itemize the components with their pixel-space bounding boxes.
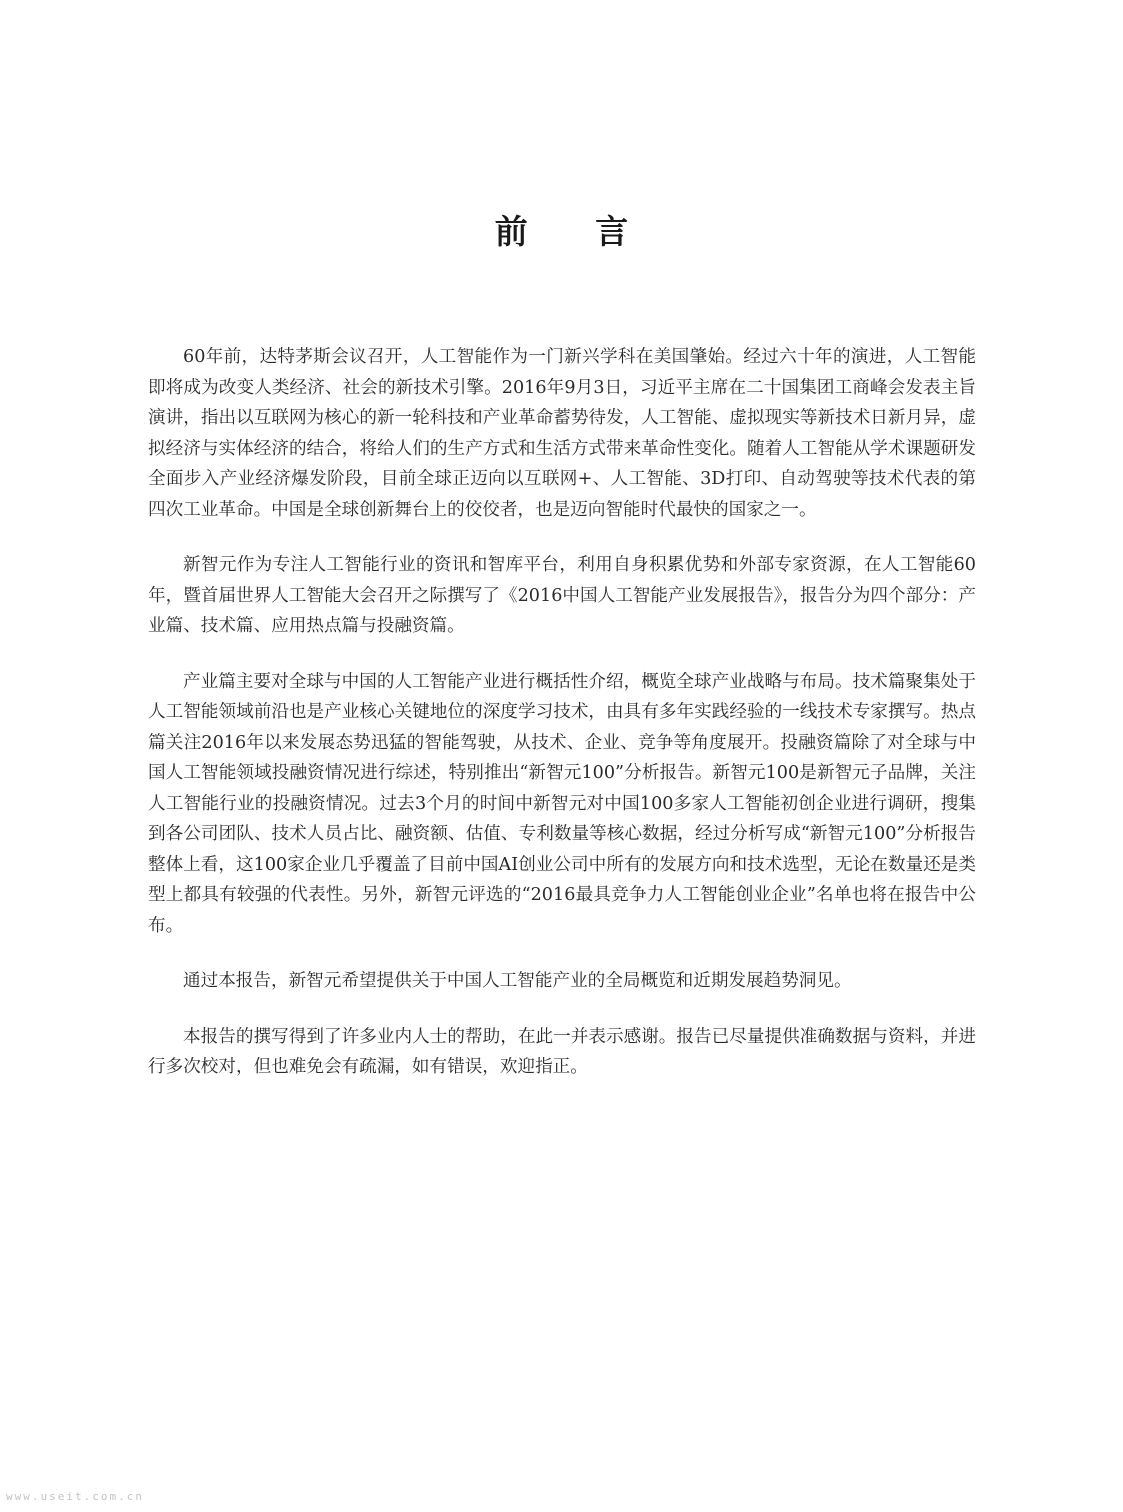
paragraph-2: 新智元作为专注人工智能行业的资讯和智库平台，利用自身积累优势和外部专家资源，在人工智能60年，暨首届世界人工智能大会召开之际撰写了《2016中国人工智能产业发展报告》，报告分为四个部分：产业篇、技术篇、应用热点篇与投融资篇。 bbox=[148, 555, 976, 636]
paragraph-5: 本报告的撰写得到了许多业内人士的帮助，在此一并表示感谢。报告已尽量提供准确数据与资料，并进行多次校对，但也难免会有疏漏，如有错误，欢迎指正。 bbox=[148, 1026, 976, 1077]
preface-body bbox=[148, 342, 976, 1108]
paragraph-1: 60年前，达特茅斯会议召开，人工智能作为一门新兴学科在美国肇始。经过六十年的演进，人工智能即将成为改变人类经济、社会的新技术引擎。2016年9月3日，习近平主席在二十国集团工商峰会发表主旨演讲，指出以互联网为核心的新一轮科技和产业革命蓄势待发，人工智能、虚拟现实等新技术日新月异，虚拟经济与实体经济的结合，将给人们的生产方式和生活方式带来革命性变化。随着人工智能从学术课题研发全面步入产业经济爆发阶段，目前全球正迈向以互联网+、人工智能、3D打印、自动驾驶等技术代表的第四次工业革命。中国是全球创新舞台上的佼佼者，也是迈向智能时代最快的国家之一。 bbox=[148, 347, 976, 520]
page-title: 前 言 bbox=[494, 212, 657, 251]
watermark-text: www.useit.com.cn bbox=[6, 1490, 144, 1503]
paragraph-3: 产业篇主要对全球与中国的人工智能产业进行概括性介绍，概览全球产业战略与布局。技术篇聚集处于人工智能领域前沿也是产业核心关键地位的深度学习技术，由具有多年实践经验的一线技术专家撰写。热点篇关注2016年以来发展态势迅猛的智能驾驶，从技术、企业、竞争等角度展开。投融资篇除了对全球与中国人工智能领域投融资情况进行综述，特别推出“新智元100”分析报告。新智元100是新智元子品牌，关注人工智能行业的投融资情况。过去3个月的时间中新智元对中国100多家人工智能初创企业进行调研，搜集到各公司团队、技术人员占比、融资额、估值、专利数量等核心数据，经过分析写成“新智元100”分析报告整体上看，这100家企业几乎覆盖了目前中国AI创业公司中所有的发展方向和技术选型，无论在数量还是类型上都具有较强的代表性。另外，新智元评选的“2016最具竞争力人工智能创业企业”名单也将在报告中公布。 bbox=[148, 671, 976, 936]
paragraph-4: 通过本报告，新智元希望提供关于中国人工智能产业的全局概览和近期发展趋势洞见。 bbox=[183, 971, 852, 991]
